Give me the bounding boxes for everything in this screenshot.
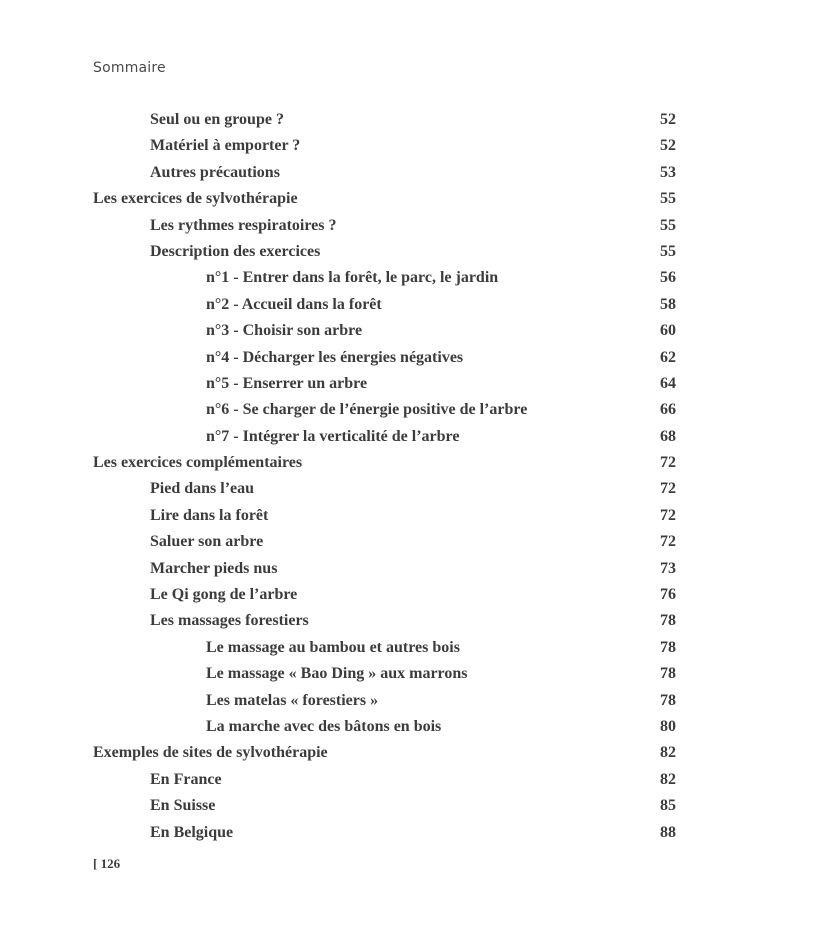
toc-entry-title: Seul ou en groupe ? (150, 111, 284, 128)
toc-entry-page: 60 (660, 322, 676, 340)
toc-entry-page: 55 (660, 242, 676, 260)
toc-entry-page: 78 (660, 638, 676, 656)
page-header-title: Sommaire (93, 60, 166, 76)
toc-entry-title: La marche avec des bâtons en bois (206, 717, 442, 735)
toc-entry-page: 72 (660, 454, 676, 472)
toc-entry-page: 55 (660, 190, 676, 208)
toc-entry-page: 53 (660, 163, 676, 181)
toc-entry (93, 213, 676, 239)
toc-entry-page: 62 (660, 348, 676, 366)
toc-entry (93, 556, 676, 582)
toc-entry (93, 318, 676, 344)
toc-entry (93, 424, 676, 450)
toc-entry (93, 688, 676, 714)
toc-entry-title: n°5 - Enserrer un arbre (206, 374, 368, 392)
toc-entry-title: Exemples de sites de sylvothérapie (93, 744, 328, 762)
toc-entry-title: Saluer son arbre (150, 533, 264, 551)
table-of-contents (93, 107, 676, 846)
toc-entry-page: 80 (660, 717, 676, 735)
toc-entry-title: Les exercices complémentaires (93, 454, 303, 472)
toc-entry-title: n°2 - Accueil dans la forêt (206, 295, 382, 313)
toc-entry (93, 239, 676, 265)
toc-entry (93, 820, 676, 846)
toc-entry-title: Autres précautions (150, 163, 280, 181)
toc-entry-title: Description des exercices (150, 242, 321, 260)
toc-entry (93, 450, 676, 476)
toc-entry-page: 72 (660, 533, 676, 551)
toc-entry (93, 186, 676, 212)
toc-entry (93, 397, 676, 423)
toc-entry-title: Le Qi gong de l’arbre (150, 586, 298, 604)
toc-entry-page: 64 (660, 374, 676, 392)
toc-entry-title: n°7 - Intégrer la verticalité de l’arbre (206, 427, 460, 445)
toc-entry-title: n°6 - Se charger de l’énergie positive de l’arbre (206, 401, 528, 419)
toc-entry (93, 714, 676, 740)
toc-entry (93, 767, 676, 793)
toc-entry-title: Lire dans la forêt (150, 506, 269, 524)
toc-entry-title: Les massages forestiers (150, 612, 309, 630)
toc-entry-title: Les matelas « forestiers » (206, 691, 379, 709)
toc-entry-title: Le massage au bambou et autres bois (206, 638, 460, 656)
toc-entry (93, 107, 676, 133)
toc-entry-title: n°1 - Entrer dans la forêt, le parc, le jardin (206, 269, 499, 287)
toc-entry-title: Les exercices de sylvothérapie (93, 190, 298, 208)
toc-entry-title: Marcher pieds nus (150, 559, 278, 577)
toc-entry-page: 76 (660, 586, 676, 604)
toc-entry (93, 740, 676, 766)
toc-entry-page: 82 (660, 770, 676, 788)
toc-entry-page: 68 (660, 427, 676, 445)
toc-entry-page: 52 (660, 137, 676, 155)
toc-entry-title: n°3 - Choisir son arbre (206, 322, 363, 340)
toc-entry (93, 793, 676, 819)
toc-entry-page: 85 (660, 797, 676, 815)
toc-entry (93, 371, 676, 397)
toc-entry-title: Le massage « Bao Ding » aux marrons (206, 665, 468, 683)
toc-entry (93, 345, 676, 371)
toc-entry-title: Les rythmes respiratoires ? (150, 216, 337, 234)
toc-entry (93, 503, 676, 529)
toc-entry-page: 78 (660, 612, 676, 630)
toc-entry-title: Pied dans l’eau (150, 480, 255, 498)
toc-entry-page: 66 (660, 401, 676, 419)
toc-entry-page: 73 (660, 559, 676, 577)
toc-entry (93, 582, 676, 608)
toc-entry-title: Matériel à emporter ? (150, 137, 301, 155)
toc-entry (93, 529, 676, 555)
toc-entry-page: 88 (660, 823, 676, 841)
toc-entry-page: 78 (660, 691, 676, 709)
toc-entry-title: n°4 - Décharger les énergies négatives (206, 348, 464, 366)
toc-entry (93, 265, 676, 291)
toc-entry-title: En France (150, 770, 222, 788)
toc-entry-page: 56 (660, 269, 676, 287)
toc-entry-page: 58 (660, 295, 676, 313)
toc-entry-page: 72 (660, 506, 676, 524)
page-number: [ 126 (93, 856, 121, 871)
toc-entry-page: 78 (660, 665, 676, 683)
toc-entry (93, 476, 676, 502)
toc-entry-page: 55 (660, 216, 676, 234)
toc-entry (93, 635, 676, 661)
toc-entry (93, 608, 676, 634)
toc-entry (93, 160, 676, 186)
toc-entry (93, 661, 676, 687)
toc-entry-page: 72 (660, 480, 676, 498)
toc-entry (93, 133, 676, 159)
toc-entry-title: En Belgique (150, 823, 234, 841)
toc-entry-title: En Suisse (150, 797, 216, 815)
toc-entry-page: 82 (660, 744, 676, 762)
toc-entry-page: 52 (660, 111, 676, 128)
toc-entry (93, 292, 676, 318)
